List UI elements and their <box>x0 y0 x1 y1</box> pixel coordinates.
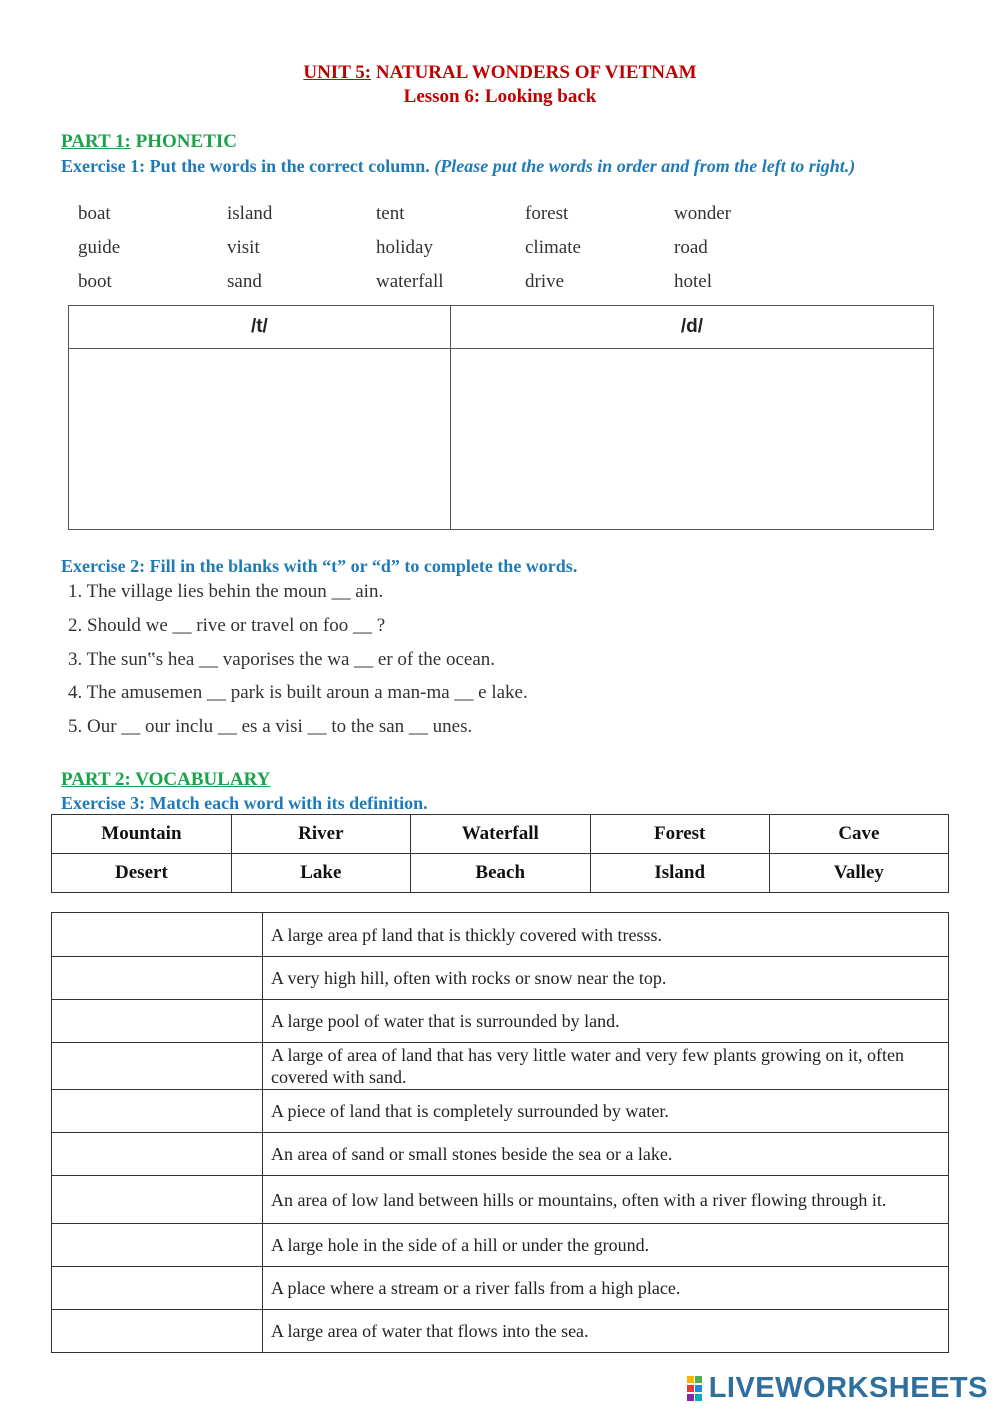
definition-row <box>52 1267 949 1310</box>
word: forest <box>525 203 569 224</box>
word: holiday <box>376 237 433 258</box>
word: visit <box>227 237 260 258</box>
answer-input[interactable] <box>52 1176 263 1224</box>
vocab-word: Beach <box>410 854 590 893</box>
definitions-table <box>51 912 949 1353</box>
sentence-4: 4. The amusemen __ park is built aroun a man-ma __ e lake. <box>68 682 528 703</box>
word: boat <box>78 203 111 224</box>
answer-input[interactable] <box>52 957 263 1000</box>
word: waterfall <box>376 271 444 292</box>
sentence-1: 1. The village lies behin the moun __ ain. <box>68 581 384 602</box>
vocab-word: Lake <box>231 854 410 893</box>
vocab-word: Forest <box>590 815 769 854</box>
word-bank <box>78 201 838 303</box>
vocab-word: Waterfall <box>410 815 590 854</box>
word: boot <box>78 271 112 292</box>
unit-title <box>0 62 1000 84</box>
unit-name: NATURAL WONDERS OF VIETNAM <box>371 62 697 83</box>
sentence-3: 3. The sun‟s hea __ vaporises the wa __ er of the ocean. <box>68 649 496 670</box>
definition-text: A large pool of water that is surrounded by land. <box>263 1000 949 1043</box>
definition-row <box>52 913 949 957</box>
definition-row <box>52 1133 949 1176</box>
logo-text: LIVEWORKSHEETS <box>708 1372 988 1404</box>
vocab-word: Mountain <box>52 815 232 854</box>
definition-row <box>52 1090 949 1133</box>
answer-area-t[interactable] <box>69 349 451 530</box>
part1-heading <box>61 131 237 153</box>
answer-input[interactable] <box>52 1043 263 1090</box>
vocab-word: Island <box>590 854 769 893</box>
column-header-t: /t/ <box>69 306 451 349</box>
unit-label: UNIT 5: <box>303 62 372 83</box>
answer-input[interactable] <box>52 1000 263 1043</box>
definition-row <box>52 1310 949 1353</box>
definition-text: An area of low land between hills or mountains, often with a river flowing through it. <box>263 1176 949 1224</box>
word: sand <box>227 271 262 292</box>
word-row <box>78 235 838 269</box>
word: wonder <box>674 203 731 224</box>
word: hotel <box>674 271 712 292</box>
vocab-word: Cave <box>769 815 948 854</box>
sentence-5: 5. Our __ our inclu __ es a visi __ to the san __ unes. <box>68 716 473 737</box>
exercise3-title: Exercise 3: Match each word with its definition. <box>61 793 428 813</box>
vocabulary-table <box>51 814 949 893</box>
definition-text: An area of sand or small stones beside the sea or a lake. <box>263 1133 949 1176</box>
definition-row <box>52 1176 949 1224</box>
liveworksheets-logo-icon <box>687 1376 709 1402</box>
word: climate <box>525 237 581 258</box>
answer-input[interactable] <box>52 1224 263 1267</box>
lesson-title: Lesson 6: Looking back <box>403 86 597 107</box>
word: island <box>227 203 273 224</box>
part1-label: PART 1: <box>61 131 131 152</box>
definition-text: A large hole in the side of a hill or under the ground. <box>263 1224 949 1267</box>
exercise1-title: Exercise 1: Put the words in the correct column. <box>61 156 430 176</box>
sentence-2: 2. Should we __ rive or travel on foo __ ? <box>68 615 386 636</box>
word: road <box>674 237 708 258</box>
vocab-word: Valley <box>769 854 948 893</box>
definition-text: A large area pf land that is thickly covered with tresss. <box>263 913 949 957</box>
answer-input[interactable] <box>52 1090 263 1133</box>
answer-input[interactable] <box>52 913 263 957</box>
answer-area-d[interactable] <box>450 349 933 530</box>
column-header-d: /d/ <box>450 306 933 349</box>
answer-input[interactable] <box>52 1133 263 1176</box>
word: guide <box>78 237 121 258</box>
definition-text: A piece of land that is completely surrounded by water. <box>263 1090 949 1133</box>
vocab-word: River <box>231 815 410 854</box>
exercise1-note: (Please put the words in order and from the left to right.) <box>434 156 856 176</box>
definition-row <box>52 957 949 1000</box>
part2-heading <box>61 769 270 791</box>
word-row <box>78 201 838 235</box>
definition-row <box>52 1224 949 1267</box>
part1-title: PHONETIC <box>130 131 237 152</box>
liveworksheets-logo <box>687 1372 988 1405</box>
vocab-word: Desert <box>52 854 232 893</box>
answer-input[interactable] <box>52 1267 263 1310</box>
answer-input[interactable] <box>52 1310 263 1353</box>
definition-text: A place where a stream or a river falls from a high place. <box>263 1267 949 1310</box>
definition-row <box>52 1043 949 1090</box>
definition-text: A very high hill, often with rocks or snow near the top. <box>263 957 949 1000</box>
exercise2-title: Exercise 2: Fill in the blanks with “t” or “d” to complete the words. <box>61 556 578 576</box>
definition-text: A large of area of land that has very little water and very few plants growing on it, often covered with sand. <box>263 1043 949 1090</box>
definition-text: A large area of water that flows into the sea. <box>263 1310 949 1353</box>
word-row <box>78 269 838 303</box>
exercise1-instructions <box>61 155 931 177</box>
part2-title: PART 2: VOCABULARY <box>61 769 271 790</box>
word: drive <box>525 271 565 292</box>
word: tent <box>376 203 405 224</box>
definition-row <box>52 1000 949 1043</box>
phonetic-table <box>68 305 934 530</box>
